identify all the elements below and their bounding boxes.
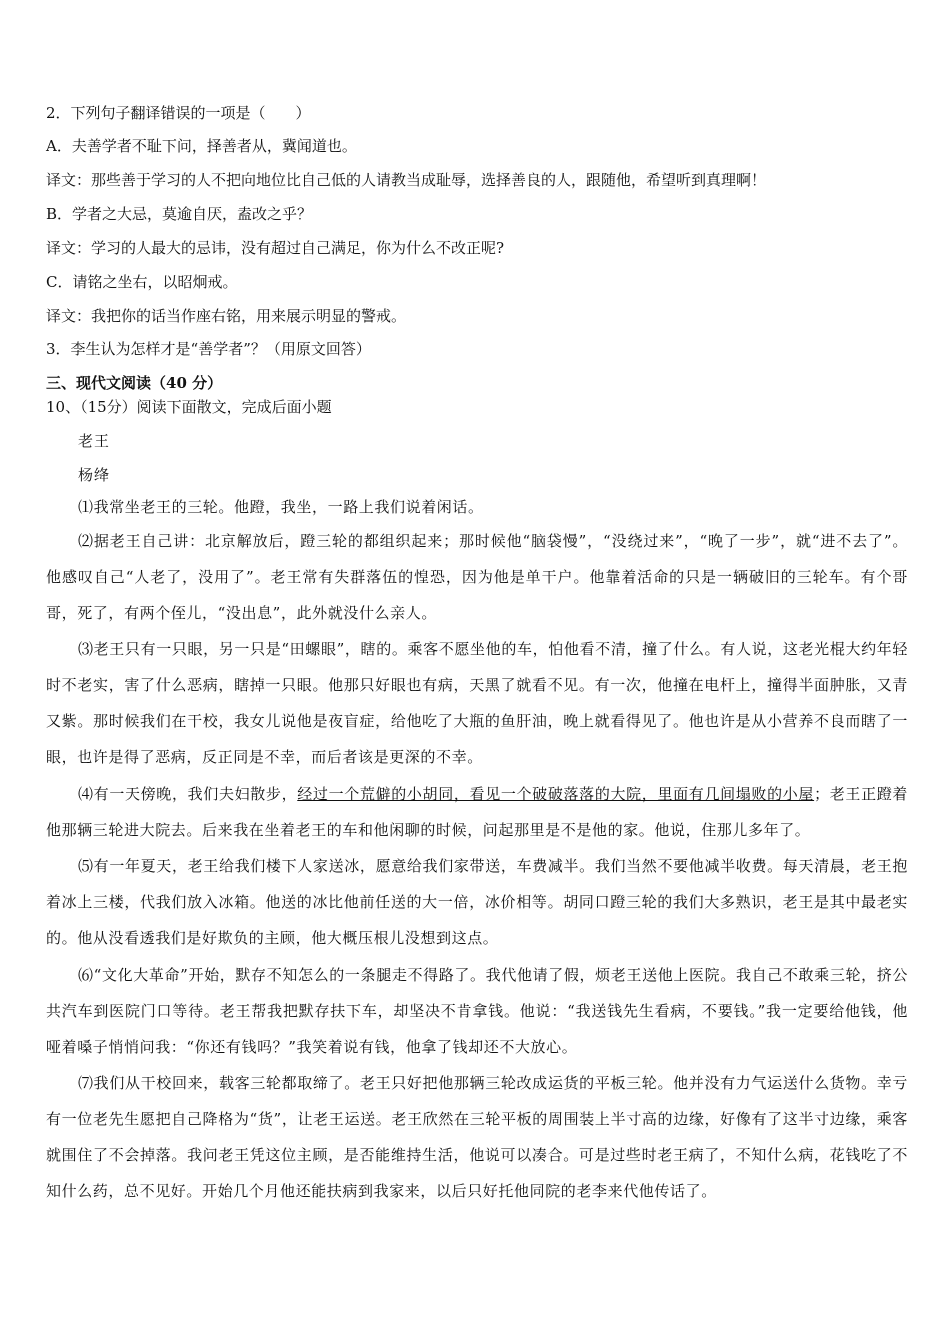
paragraph-7: ⑺我们从干校回来，载客三轮都取缔了。老王只好把他那辆三轮改成运货的平板三轮。他并没有力气运送什么货物。幸亏有一位老先生愿把自己降格为“货”，让老王运送。老王欣然在三轮平板的周围装上半寸高的边缘，好像有了这半寸边缘，乘客就围住了不会掉落。我问老王凭这位主顾，是否能维持生活，他说可以凑合。可是过些时老王病了，不知什么病，花钱吃了不知什么药，总不见好。开始几个月他还能扶病到我家来，以后只好托他同院的老李来代他传话了。 [46,1074,908,1200]
paragraph-2: ⑵据老王自己讲：北京解放后，蹬三轮的都组织起来；那时候他“脑袋慢”，“没绕过来”，“晚了一步”，就“进不去了”。他感叹自己“人老了，没用了”。老王常有失群落伍的惶恐，因为他是单干户。他靠着活命的只是一辆破旧的三轮车。有个哥哥，死了，有两个侄儿，“没出息”，此外就没什么亲人。 [46,532,908,622]
translation-a: 译文：那些善于学习的人不把向地位比自己低的人请教当成耻辱，选择善良的人，跟随他，希望听到真理啊！ [46,171,767,189]
question-3: 3．李生认为怎样才是“善学者”？（用原文回答） [46,340,371,358]
paragraph-4-start: ⑷有一天傍晚，我们夫妇散步， [78,785,298,803]
question-2-stem: 2．下列句子翻译错误的一项是（ ） [46,104,311,122]
translation-c: 译文：我把你的话当作座右铭，用来展示明显的警戒。 [46,307,407,325]
paragraph-1: ⑴我常坐老王的三轮。他蹬，我坐，一路上我们说着闲话。 [78,498,484,516]
question-10: 10、（15分）阅读下面散文，完成后面小题 [46,398,332,416]
option-b: B．学者之大忌，莫逾自厌，盍改之乎？ [46,205,313,223]
section-title: 三、现代文阅读（40 分） [46,374,223,392]
paragraph-5: ⑸有一年夏天，老王给我们楼下人家送冰，愿意给我们家带送，车费减半。我们当然不要他减半收费。每天清晨，老王抱着冰上三楼，代我们放入冰箱。他送的冰比他前任送的大一倍，冰价相等。胡同口蹬三轮的我们大多熟识，老王是其中最老实的。他从没看透我们是好欺负的主顾，他大概压根儿没想到这点。 [46,857,908,947]
option-c: C．请铭之坐右，以昭炯戒。 [46,273,238,291]
essay-title: 老王 [78,432,111,450]
paragraph-4-end: ；老王正蹬着他那辆三轮进大院去。后来我在坐着老王的车和他闲聊的时候，问起那里是不是他的家。他说，住那儿多年了。 [46,785,908,839]
paragraph-4-underlined: 经过一个荒僻的小胡同，看见一个破破落落的大院，里面有几间塌败的小屋 [297,785,815,803]
paragraph-4 [46,776,908,848]
paragraph-3: ⑶老王只有一只眼，另一只是“田螺眼”，瞎的。乘客不愿坐他的车，怕他看不清，撞了什么。有人说，这老光棍大约年轻时不老实，害了什么恶病，瞎掉一只眼。他那只好眼也有病，天黑了就看不见。有一次，他撞在电杆上，撞得半面肿胀，又青又紫。那时候我们在干校，我女儿说他是夜盲症，给他吃了大瓶的鱼肝油，晚上就看得见了。他也许是从小营养不良而瞎了一眼，也许是得了恶病，反正同是不幸，而后者该是更深的不幸。 [46,640,908,766]
option-a: A．夫善学者不耻下问，择善者从，冀闻道也。 [46,137,357,155]
essay-author: 杨绛 [78,466,111,484]
paragraph-6: ⑹“文化大革命”开始，默存不知怎么的一条腿走不得路了。我代他请了假，烦老王送他上医院。我自己不敢乘三轮，挤公共汽车到医院门口等待。老王帮我把默存扶下车，却坚决不肯拿钱。他说：“我送钱先生看病，不要钱。”我一定要给他钱，他哑着嗓子悄悄问我：“你还有钱吗？”我笑着说有钱，他拿了钱却还不大放心。 [46,966,908,1056]
translation-b: 译文：学习的人最大的忌讳，没有超过自己满足，你为什么不改正呢? [46,239,505,257]
